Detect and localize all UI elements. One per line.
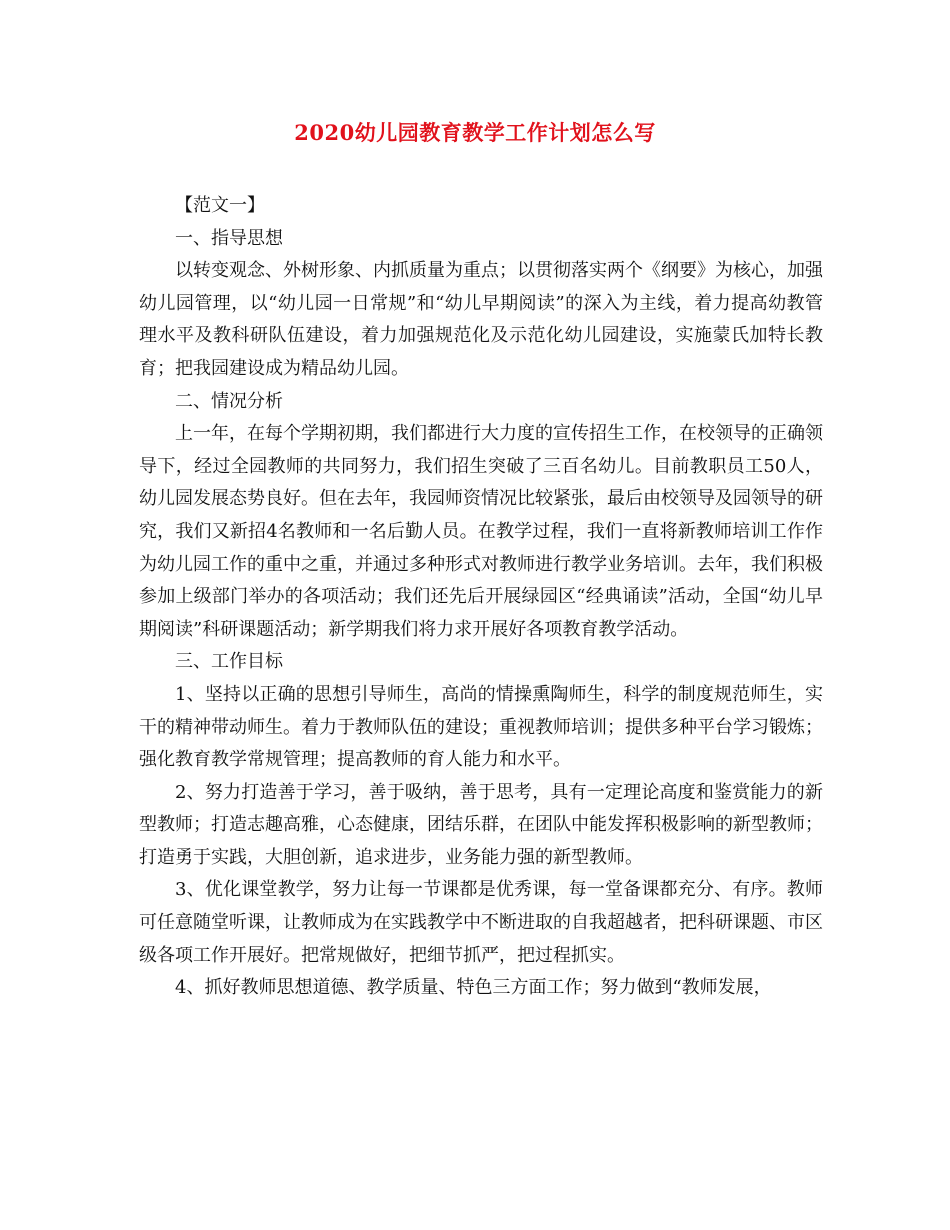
heading-guiding-ideology: 一、指导思想	[175, 227, 283, 249]
paragraph: 1、坚持以正确的思想引导师生，高尚的情操熏陶师生，科学的制度规范师生，实干的精神带动师生。着力于教师队伍的建设；重视教师培训；提供多种平台学习锻炼；强化教育教学常规管理；提高教师的育人能力和水平。	[139, 683, 823, 771]
document-body	[139, 190, 823, 1005]
document-title: 2020幼儿园教育教学工作计划怎么写	[294, 120, 656, 145]
paragraph: 2、努力打造善于学习，善于吸纳，善于思考，具有一定理论高度和鉴赏能力的新型教师；打造志趣高雅，心态健康，团结乐群，在团队中能发挥积极影响的新型教师；打造勇于实践，大胆创新，追求进步，业务能力强的新型教师。	[139, 781, 823, 868]
heading-work-goals: 三、工作目标	[175, 651, 283, 673]
heading-situation-analysis: 二、情况分析	[175, 390, 283, 412]
section-label: 【范文一】	[175, 195, 265, 216]
paragraph: 3、优化课堂教学，努力让每一节课都是优秀课，每一堂备课都充分、有序。教师可任意随堂听课，让教师成为在实践教学中不断进取的自我超越者，把科研课题、市区级各项工作开展好。把常规做好，把细节抓严，把过程抓实。	[139, 879, 823, 966]
paragraph: 以转变观念、外树形象、内抓质量为重点；以贯彻落实两个《纲要》为核心，加强幼儿园管理，以“幼儿园一日常规”和“幼儿早期阅读”的深入为主线，着力提高幼教管理水平及教科研队伍建设，着力加强规范化及示范化幼儿园建设，实施蒙氏加特长教育；把我园建设成为精品幼儿园。	[139, 260, 823, 379]
paragraph: 上一年，在每个学期初期，我们都进行大力度的宣传招生工作，在校领导的正确领导下，经过全园教师的共同努力，我们招生突破了三百名幼儿。目前教职员工50人，幼儿园发展态势良好。但在去年，我园师资情况比较紧张，最后由校领导及园领导的研究，我们又新招4名教师和一名后勤人员。在教学过程，我们一直将新教师培训工作作为幼儿园工作的重中之重，并通过多种形式对教师进行教学业务培训。去年，我们积极参加上级部门举办的各项活动；我们还先后开展绿园区“经典诵读”活动，全国“幼儿早期阅读”科研课题活动；新学期我们将力求开展好各项教育教学活动。	[139, 423, 823, 640]
paragraph: 4、抓好教师思想道德、教学质量、特色三方面工作；努力做到“教师发展，	[175, 977, 772, 999]
